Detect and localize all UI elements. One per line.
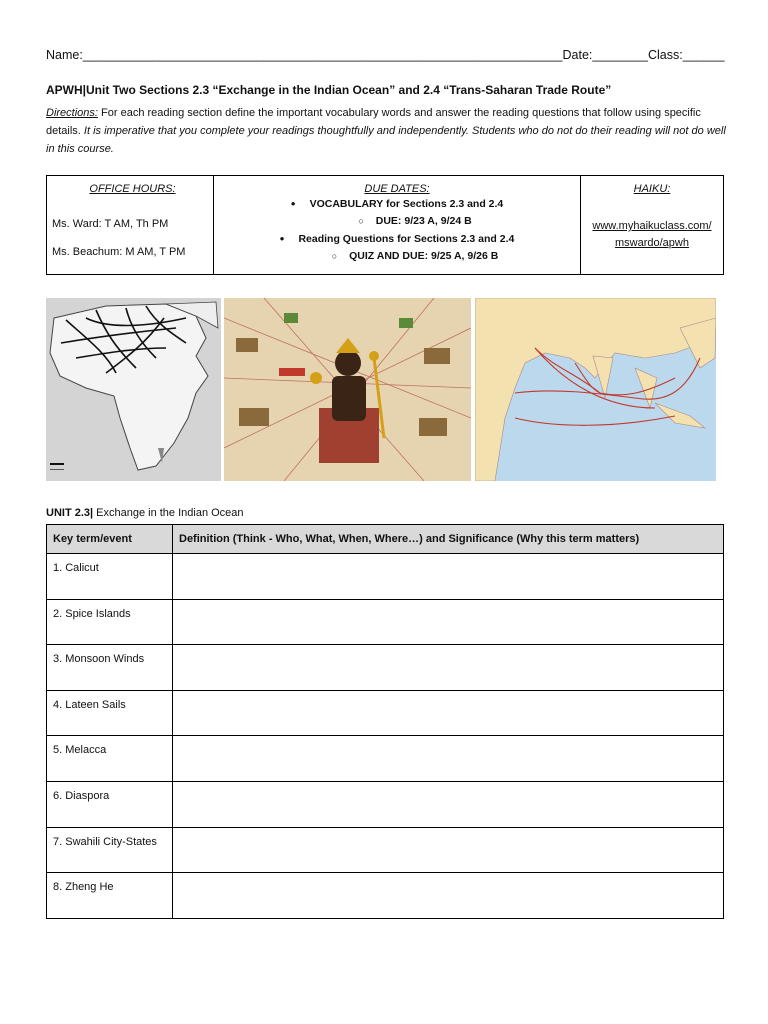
unit-title: Exchange in the Indian Ocean xyxy=(93,507,244,519)
office-hours-cell xyxy=(47,176,214,274)
haiku-cell xyxy=(581,176,723,274)
unit-label: UNIT 2.3| xyxy=(46,507,94,519)
term-cell: 2. Spice Islands xyxy=(47,599,173,645)
col-definition-header: Definition (Think - Who, What, When, Where…) and Significance (Why this term matters) xyxy=(173,525,724,554)
key-terms-table xyxy=(46,524,724,919)
definition-cell[interactable] xyxy=(173,645,724,691)
term-cell: 5. Melacca xyxy=(47,736,173,782)
definition-cell[interactable] xyxy=(173,873,724,919)
table-row xyxy=(47,554,724,600)
term-cell: 8. Zheng He xyxy=(47,873,173,919)
page-title: APWH|Unit Two Sections 2.3 “Exchange in the Indian Ocean” and 2.4 “Trans-Saharan Trade Route” xyxy=(46,83,612,97)
table-row xyxy=(47,873,724,919)
term-cell: 6. Diaspora xyxy=(47,781,173,827)
info-table xyxy=(46,175,724,275)
table-row xyxy=(47,690,724,736)
office-hours-ward: Ms. Ward: T AM, Th PM xyxy=(52,218,169,230)
table-row xyxy=(47,736,724,782)
directions-text: For each reading section define the important vocabulary words and answer the reading questions that follow using specific details. xyxy=(46,107,701,137)
definition-cell[interactable] xyxy=(173,599,724,645)
table-row xyxy=(47,645,724,691)
due-vocab: ● VOCABULARY for Sections 2.3 and 2.4 xyxy=(214,195,580,213)
definition-cell[interactable] xyxy=(173,827,724,873)
haiku-label: HAIKU: xyxy=(633,183,671,195)
due-reading: ● Reading Questions for Sections 2.3 and 2.4 xyxy=(214,230,580,248)
unit-heading xyxy=(46,507,244,519)
catalan-atlas-mansa-musa-icon xyxy=(224,298,471,481)
trans-saharan-map-icon xyxy=(46,298,221,481)
name-date-class-line: Name:_____________________________________________________________________Date:________Class:______ xyxy=(46,48,725,62)
term-cell: 7. Swahili City-States xyxy=(47,827,173,873)
directions xyxy=(46,104,726,158)
haiku-link[interactable]: www.myhaikuclass.com/ xyxy=(592,220,712,232)
directions-label: Directions: xyxy=(46,107,98,119)
definition-cell[interactable] xyxy=(173,690,724,736)
table-row xyxy=(47,827,724,873)
definition-cell[interactable] xyxy=(173,781,724,827)
table-header-row xyxy=(47,525,724,554)
indian-ocean-routes-map-icon xyxy=(475,298,716,481)
due-dates-label: DUE DATES: xyxy=(364,183,430,195)
term-cell: 4. Lateen Sails xyxy=(47,690,173,736)
definition-cell[interactable] xyxy=(173,554,724,600)
due-vocab-date: ○ DUE: 9/23 A, 9/24 B xyxy=(214,213,580,231)
office-hours-label: OFFICE HOURS: xyxy=(89,183,176,195)
haiku-link-path[interactable]: mswardo/apwh xyxy=(615,237,689,249)
directions-emphasis: It is imperative that you complete your readings thoughtfully and independently. Students who do not do their reading will not do well in this course. xyxy=(46,125,726,155)
definition-cell[interactable] xyxy=(173,736,724,782)
due-reading-date: ○ QUIZ AND DUE: 9/25 A, 9/26 B xyxy=(214,248,580,266)
office-hours-beachum: Ms. Beachum: M AM, T PM xyxy=(52,246,186,258)
term-cell: 1. Calicut xyxy=(47,554,173,600)
term-cell: 3. Monsoon Winds xyxy=(47,645,173,691)
table-row xyxy=(47,781,724,827)
due-dates-cell xyxy=(214,176,581,274)
col-term-header: Key term/event xyxy=(47,525,173,554)
table-row xyxy=(47,599,724,645)
